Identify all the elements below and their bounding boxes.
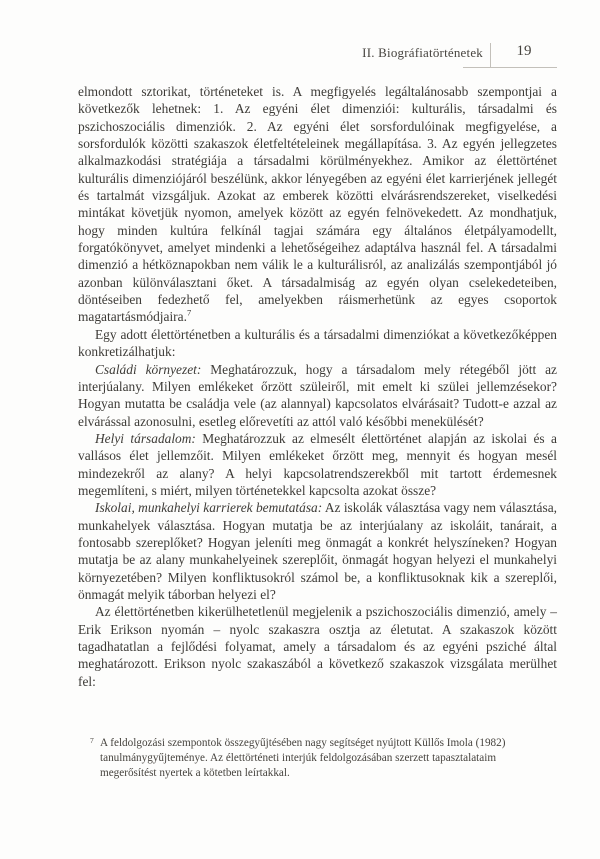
paragraph-text: Egy adott élettörténetben a kulturális és a társadalmi dimenziókat a következőképpen konkretizálhatjuk: — [78, 326, 557, 360]
body-text-block — [78, 83, 557, 690]
paragraph-text: Meghatározzuk, hogy a társadalom mely rétegéből jött az interjúalany. Milyen emlékeket őrzött szüleiről, mit emelt ki szülei jellemzésekor? Hogyan mutatta be családja vele (az alannyal) kapcsolatos elvárásait? Tudott-e azzal az elvárással azonosulni, esetleg előrevetíti az attól való későbbi menekülését? — [78, 361, 557, 429]
header-divider-line — [490, 43, 491, 67]
running-header-section-title: II. Biográfiatörténetek — [362, 45, 483, 60]
footnote-reference: 7 — [186, 308, 192, 318]
footnote-text: A feldolgozási szempontok összegyűjtésében nagy segítséget nyújtott Küllős Imola (1982) tanulmánygyűjteménye. Az élettörténeti interjúk feldolgozásában szerzett tapasztalataim megerősítést nyertek a kötetben leírtakkal. — [100, 737, 506, 779]
body-paragraph — [78, 499, 557, 603]
page-number: 19 — [516, 43, 532, 59]
body-paragraph — [78, 326, 557, 361]
paragraph-text: Az iskolák választása vagy nem választása, munkahelyek választása. Hogyan mutatja be az interjúalany az iskoláit, tanárait, a fontosabb szereplőket? Hogyan jeleníti meg önmagát a konkrét helyszíneken? Hogyan mutatja be az alany munkahelyeinek szereplőit, önmagát hogyan helyezi el munkahelyi környezetében? Milyen konfliktusokról számol be, a konfliktusoknak kik a szereplői, önmagát melyik táborban helyezi el? — [78, 500, 557, 602]
footnote-marker: 7 — [90, 736, 94, 745]
paragraph-lead-italic: Családi környezet: — [95, 361, 202, 377]
body-paragraph — [78, 603, 557, 690]
paragraph-text: elmondott sztorikat, történeteket is. A megfigyelés legáltalánosabb szempontjai a következők lehetnek: 1. Az egyéni élet dimenziói: kulturális, társadalmi és pszichoszociális dimenziók. 2. Az egyéni élet sorsfordulóinak megfigyelése, a sorsfordulók közötti szakaszok életfeltételeinek megállapítása. 3. Az egyén jellegzetes alkalmazkodási stratégiája a társadalmi körülményekhez. Amikor az élettörténet kulturális dimenziójáról beszélünk, akkor lényegében az egyéni élet karrierjének jellegét és tartalmát vizsgáljuk. Azokat az emberek közötti elvárásrendszereket, viselkedési mintákat követjük nyomon, amelyek között az egyén felnövekedett. Az mondhatjuk, hogy minden kultúra felkínál tagjai számára egy általános életpályamodellt, forgatókönyvet, amelyet mindenki a lehetőségeihez adaptálva használ fel. A társadalmi dimenzió a hétköznapokban nem válik le a kulturálisról, az analizálás szempontjából jó azonban különválasztani őket. A társadalmiság az egyén olyan cselekedeteiben, döntéseiben fedezhető fel, amelyekben ráismerhetünk az egyes csoportok magatartásmódjaira. — [78, 84, 557, 325]
body-paragraph — [78, 361, 557, 430]
paragraph-text: Az élettörténetben kikerülhetetlenül megjelenik a pszichoszociális dimenzió, amely – Erik Erikson nyomán – nyolc szakaszra osztja az életutat. A szakaszok között tagadhatatlan a fejlődési folyamat, amely a társadalom és az egyéni psziché által meghatározott. Erikson nyolc szakaszából a következő szakaszok vizsgálata merülhet fel: — [78, 604, 557, 689]
body-paragraph — [78, 83, 557, 326]
body-paragraph — [78, 430, 557, 499]
footnote — [90, 736, 530, 780]
paragraph-text: Meghatározzuk az elmesélt élettörténet alapján az iskolai és a vallásos élet jellemzőit. Milyen emlékeket őrzött meg, mennyit és hogyan mesél mindezekről az alany? A helyi kapcsolatrendszerekből mit tartott érdemesnek megemlíteni, s miért, milyen történetekkel kapcsolta azokat össze? — [78, 430, 557, 498]
paragraph-lead-italic: Helyi társadalom: — [95, 430, 196, 446]
paragraph-lead-italic: Iskolai, munkahelyi karrierek bemutatása: — [95, 500, 323, 516]
header-underline — [463, 67, 557, 68]
